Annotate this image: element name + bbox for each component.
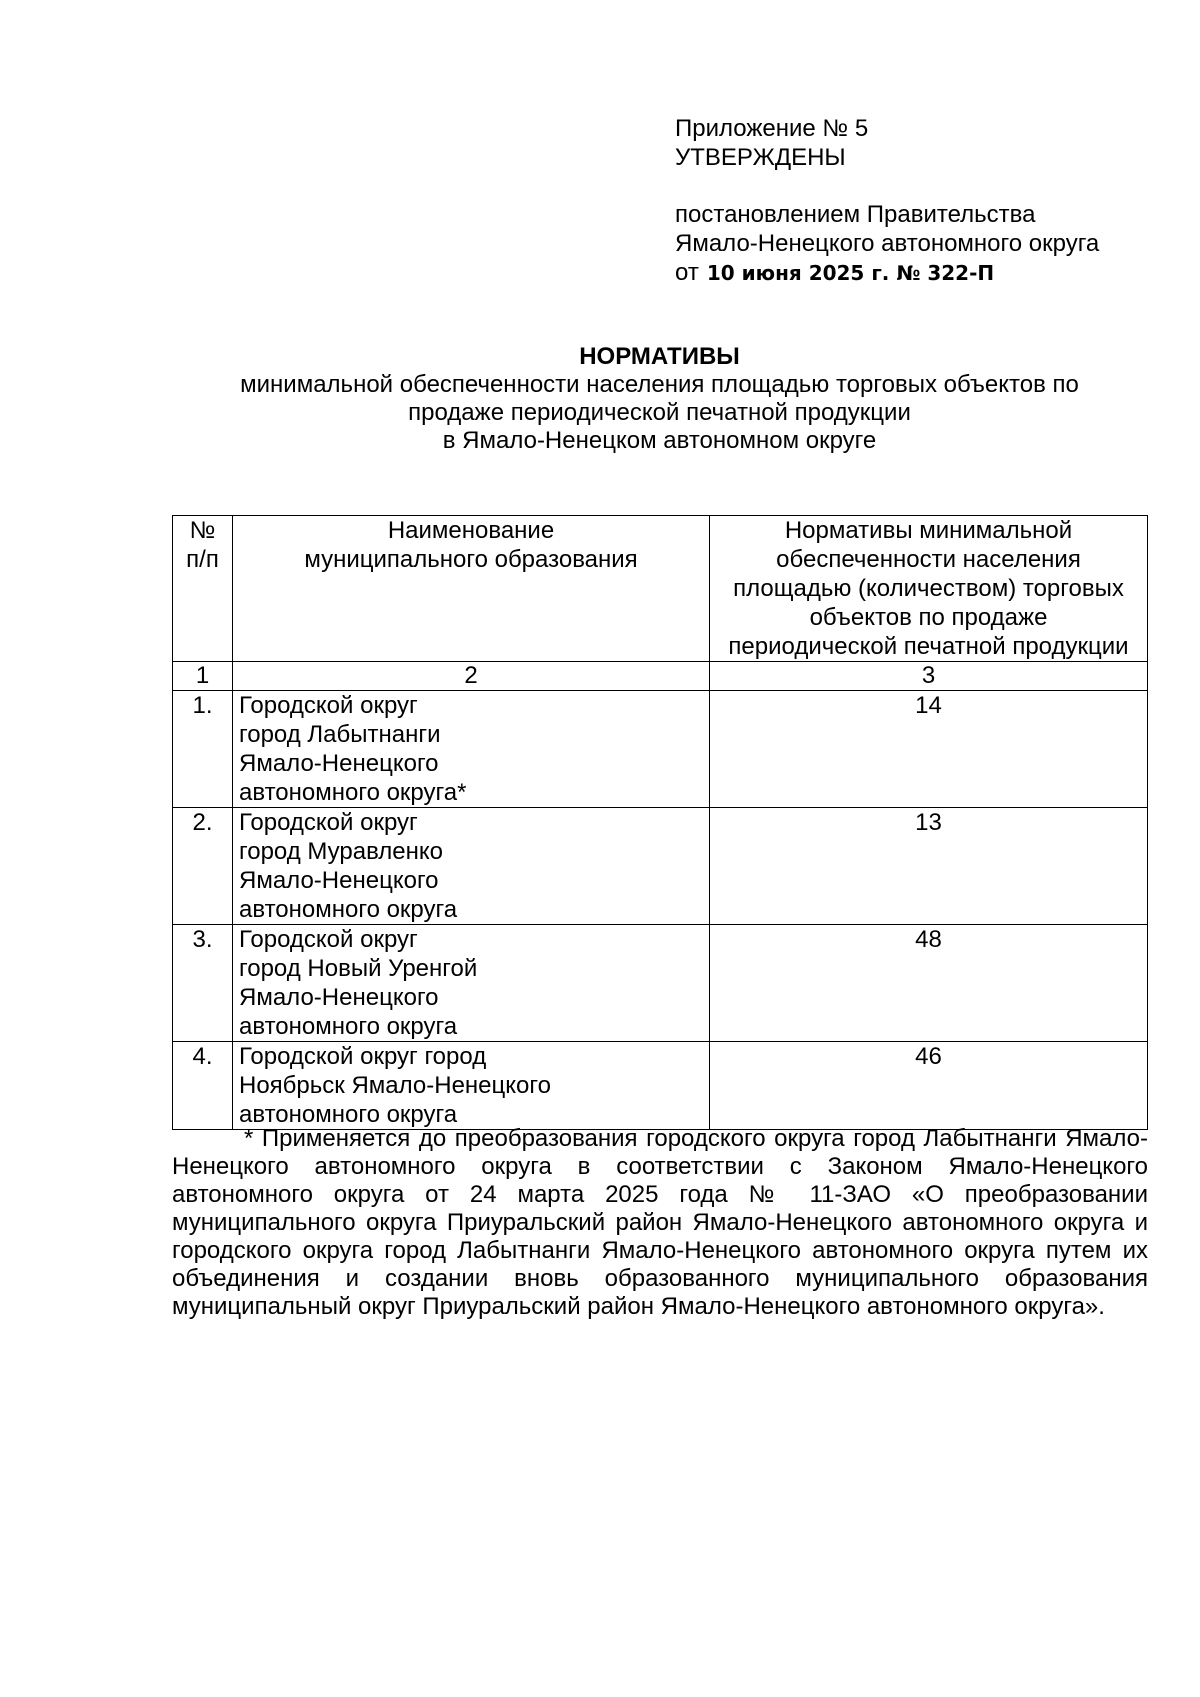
subtitle-line-3: в Ямало-Ненецком автономном округе <box>442 427 877 454</box>
row-value: 13 <box>710 808 1148 925</box>
row-value: 48 <box>710 925 1148 1042</box>
row-number: 3. <box>173 925 233 1042</box>
subtitle-line-1: минимальной обеспеченности населения площадью торговых объектов по <box>240 371 1079 398</box>
row-number: 1. <box>173 691 233 808</box>
table-row <box>173 1042 1148 1130</box>
row-municipality: Городской округ город Лабытнанги Ямало-Ненецкого автономного округа* <box>233 691 710 808</box>
resolution-date-line <box>675 258 1099 288</box>
row-value: 46 <box>710 1042 1148 1130</box>
row-municipality: Городской округ город Муравленко Ямало-Ненецкого автономного округа <box>233 808 710 925</box>
header-row <box>173 516 1148 662</box>
index-cell: 2 <box>233 662 710 691</box>
table-row <box>173 925 1148 1042</box>
government-line: Ямало-Ненецкого автономного округа <box>675 230 1100 257</box>
index-cell: 1 <box>173 662 233 691</box>
row-value: 14 <box>710 691 1148 808</box>
header-number: № п/п <box>173 516 233 662</box>
appendix-label: Приложение № 5 <box>675 115 869 142</box>
header-norms: Нормативы минимальной обеспеченности населения площадью (количеством) торговых объектов по продаже периодической печатной продукции <box>710 516 1148 662</box>
document-heading <box>172 343 1147 455</box>
row-number: 4. <box>173 1042 233 1130</box>
table-row <box>173 808 1148 925</box>
row-number: 2. <box>173 808 233 925</box>
footnote: * Применяется до преобразования городского округа город Лабытнанги Ямало-Ненецкого автономного округа в соответствии с Законом Ямало-Ненецкого автономного округа от 24 марта 2025 года № 11-ЗАО «О преобразовании муниципального округа Приуральский район Ямало-Ненецкого автономного округа и городского округа город Лабытнанги Ямало-Ненецкого автономного округа путем их объединения и создании вновь образованного муниципального образования муниципальный округ Приуральский район Ямало-Ненецкого автономного округа». <box>172 1125 1148 1320</box>
row-municipality: Городской округ город Ноябрьск Ямало-Ненецкого автономного округа <box>233 1042 710 1130</box>
row-municipality: Городской округ город Новый Уренгой Ямало-Ненецкого автономного округа <box>233 925 710 1042</box>
approved-label: УТВЕРЖДЕНЫ <box>675 144 846 171</box>
subtitle-line-2: продаже периодической печатной продукции <box>408 399 911 426</box>
approval-block <box>675 114 1099 288</box>
norms-table <box>172 515 1148 1130</box>
header-municipality: Наименование муниципального образования <box>233 516 710 662</box>
index-cell: 3 <box>710 662 1148 691</box>
table-row <box>173 691 1148 808</box>
date-prefix: от <box>675 259 699 286</box>
resolution-date-number: 10 июня 2025 г. № 322-П <box>706 261 995 285</box>
index-row <box>173 662 1148 691</box>
resolution-line: постановлением Правительства <box>675 201 1036 228</box>
document-title: НОРМАТИВЫ <box>579 343 740 370</box>
